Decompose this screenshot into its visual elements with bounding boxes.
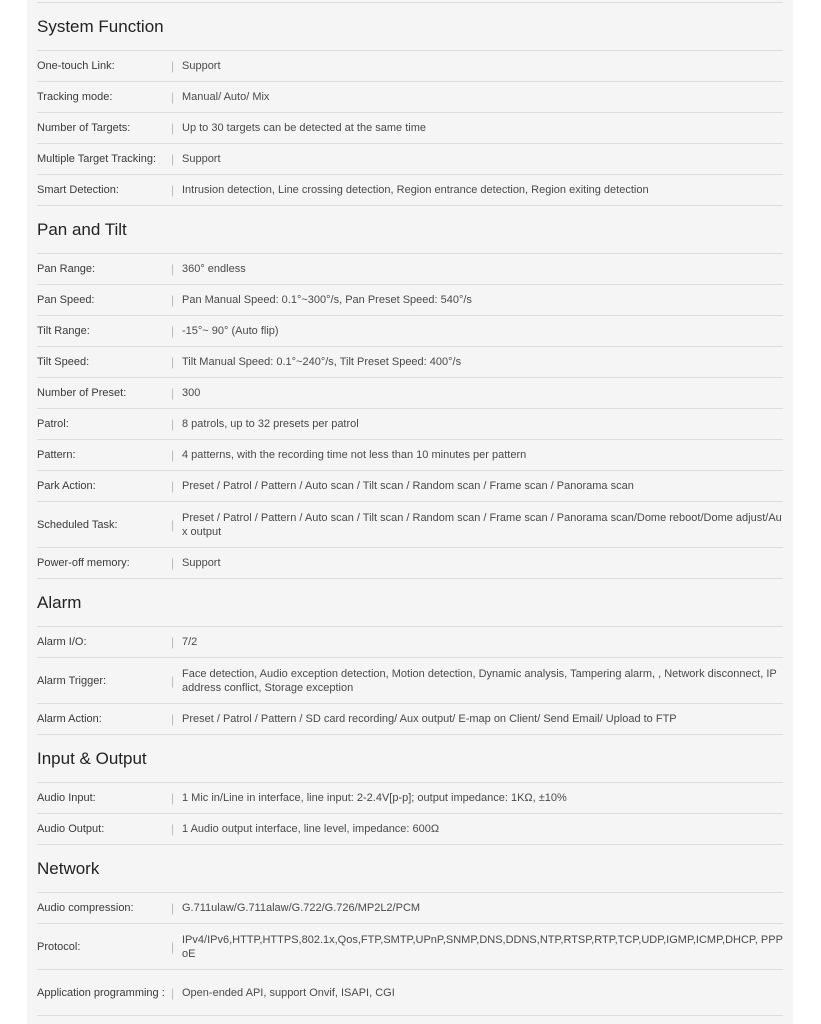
spec-value: 360° endless — [182, 263, 246, 275]
spec-value: Up to 30 targets can be detected at the same time — [182, 122, 426, 134]
spec-value: Preset / Patrol / Pattern / Auto scan / Tilt scan / Random scan / Frame scan / Panorama scan — [182, 480, 634, 492]
section-title: Network — [37, 845, 783, 893]
spec-row — [37, 924, 783, 970]
section-title: Alarm — [37, 579, 783, 627]
spec-row — [37, 316, 783, 347]
spec-value: G.711ulaw/G.711alaw/G.722/G.726/MP2L2/PCM — [182, 902, 421, 914]
spec-label: Patrol: — [37, 418, 69, 430]
spec-row — [37, 893, 783, 924]
spec-row — [37, 502, 783, 548]
spec-value: Tilt Manual Speed: 0.1°~240°/s, Tilt Preset Speed: 400°/s — [182, 356, 462, 368]
spec-label: Scheduled Task: — [37, 518, 118, 531]
spec-value: Manual/ Auto/ Mix — [182, 91, 270, 103]
spec-label: Alarm Trigger: — [37, 674, 107, 687]
spec-separator: | — [171, 822, 175, 836]
spec-row — [37, 548, 783, 579]
spec-value: 1 Audio output interface, line level, impedance: 600Ω — [182, 823, 440, 835]
spec-value: 7/2 — [182, 636, 198, 648]
spec-row — [37, 82, 783, 113]
spec-row — [37, 658, 783, 704]
spec-value: Face detection, Audio exception detection, Motion detection, Dynamic analysis, Tampering alarm, , Network disconnect, IP address conflict, Storage exception — [182, 667, 777, 694]
spec-value: Intrusion detection, Line crossing detection, Region entrance detection, Region exiting detection — [182, 184, 649, 196]
spec-label: Alarm Action: — [37, 713, 102, 725]
spec-value: 300 — [182, 387, 201, 399]
spec-value: Preset / Patrol / Pattern / Auto scan / Tilt scan / Random scan / Frame scan / Panorama scan/Dome reboot/Dome adjust/Aux output — [182, 511, 782, 538]
spec-value: 4 patterns, with the recording time not less than 10 minutes per pattern — [182, 449, 527, 461]
spec-value: Pan Manual Speed: 0.1°~300°/s, Pan Preset Speed: 540°/s — [182, 294, 472, 306]
spec-label: Pan Speed: — [37, 294, 95, 306]
spec-row — [37, 175, 783, 206]
spec-value: Support — [182, 153, 221, 165]
spec-row — [37, 51, 783, 82]
spec-separator: | — [171, 673, 175, 688]
spec-separator: | — [171, 121, 175, 135]
spec-content — [37, 3, 783, 1016]
spec-row — [37, 378, 783, 409]
spec-row — [37, 783, 783, 814]
spec-separator: | — [171, 939, 175, 954]
spec-value: Support — [182, 60, 221, 72]
spec-label: Pattern: — [37, 449, 76, 461]
spec-label: Number of Preset: — [37, 387, 127, 399]
spec-value: IPv4/IPv6,HTTP,HTTPS,802.1x,Qos,FTP,SMTP,UPnP,SNMP,DNS,DDNS,NTP,RTSP,RTP,TCP,UDP,IGMP,ICMP,DHCP, PPPoE — [182, 933, 783, 960]
spec-label: Alarm I/O: — [37, 636, 87, 648]
spec-separator: | — [171, 59, 175, 73]
spec-separator: | — [171, 386, 175, 400]
spec-separator: | — [171, 712, 175, 726]
spec-label: Audio Output: — [37, 823, 105, 835]
section-title: System Function — [37, 3, 783, 51]
spec-row — [37, 970, 783, 1016]
spec-label: Multiple Target Tracking: — [37, 153, 157, 165]
spec-separator: | — [171, 262, 175, 276]
spec-label: Audio compression: — [37, 902, 134, 914]
spec-label: Pan Range: — [37, 263, 96, 275]
spec-separator: | — [171, 556, 175, 570]
spec-label: Tilt Range: — [37, 325, 90, 337]
spec-value: Open-ended API, support Onvif, ISAPI, CGI — [182, 986, 395, 999]
spec-separator: | — [171, 152, 175, 166]
section-title: Input & Output — [37, 735, 783, 783]
spec-label: Tracking mode: — [37, 91, 113, 103]
spec-label: Power-off memory: — [37, 557, 130, 569]
spec-separator: | — [171, 985, 175, 1000]
spec-separator: | — [171, 90, 175, 104]
spec-row — [37, 409, 783, 440]
spec-row — [37, 814, 783, 845]
spec-row — [37, 627, 783, 658]
spec-separator: | — [171, 479, 175, 493]
spec-value: Preset / Patrol / Pattern / SD card recording/ Aux output/ E-map on Client/ Send Email/ Upload to FTP — [182, 713, 677, 725]
spec-label: Number of Targets: — [37, 122, 131, 134]
spec-separator: | — [171, 417, 175, 431]
spec-separator: | — [171, 791, 175, 805]
spec-row — [37, 440, 783, 471]
spec-row — [37, 113, 783, 144]
spec-label: Smart Detection: — [37, 184, 119, 196]
spec-separator: | — [171, 324, 175, 338]
spec-separator: | — [171, 635, 175, 649]
spec-separator: | — [171, 355, 175, 369]
spec-label: Protocol: — [37, 940, 81, 953]
spec-separator: | — [171, 901, 175, 915]
spec-separator: | — [171, 293, 175, 307]
spec-separator: | — [171, 517, 175, 532]
spec-label: Audio Input: — [37, 792, 96, 804]
spec-label: Park Action: — [37, 480, 96, 492]
spec-row — [37, 144, 783, 175]
spec-row — [37, 254, 783, 285]
spec-row — [37, 285, 783, 316]
spec-label: One-touch Link: — [37, 60, 115, 72]
spec-separator: | — [171, 448, 175, 462]
spec-separator: | — [171, 183, 175, 197]
spec-value: -15°~ 90° (Auto flip) — [182, 325, 279, 337]
spec-value: Support — [182, 557, 221, 569]
spec-row — [37, 471, 783, 502]
spec-row — [37, 347, 783, 378]
spec-value: 8 patrols, up to 32 presets per patrol — [182, 418, 359, 430]
spec-label: Application programming : — [37, 986, 165, 999]
spec-row — [37, 704, 783, 735]
spec-page — [27, 0, 793, 1024]
section-title: Pan and Tilt — [37, 206, 783, 254]
spec-label: Tilt Speed: — [37, 356, 90, 368]
spec-value: 1 Mic in/Line in interface, line input: 2-2.4V[p-p]; output impedance: 1KΩ, ±10% — [182, 792, 567, 804]
